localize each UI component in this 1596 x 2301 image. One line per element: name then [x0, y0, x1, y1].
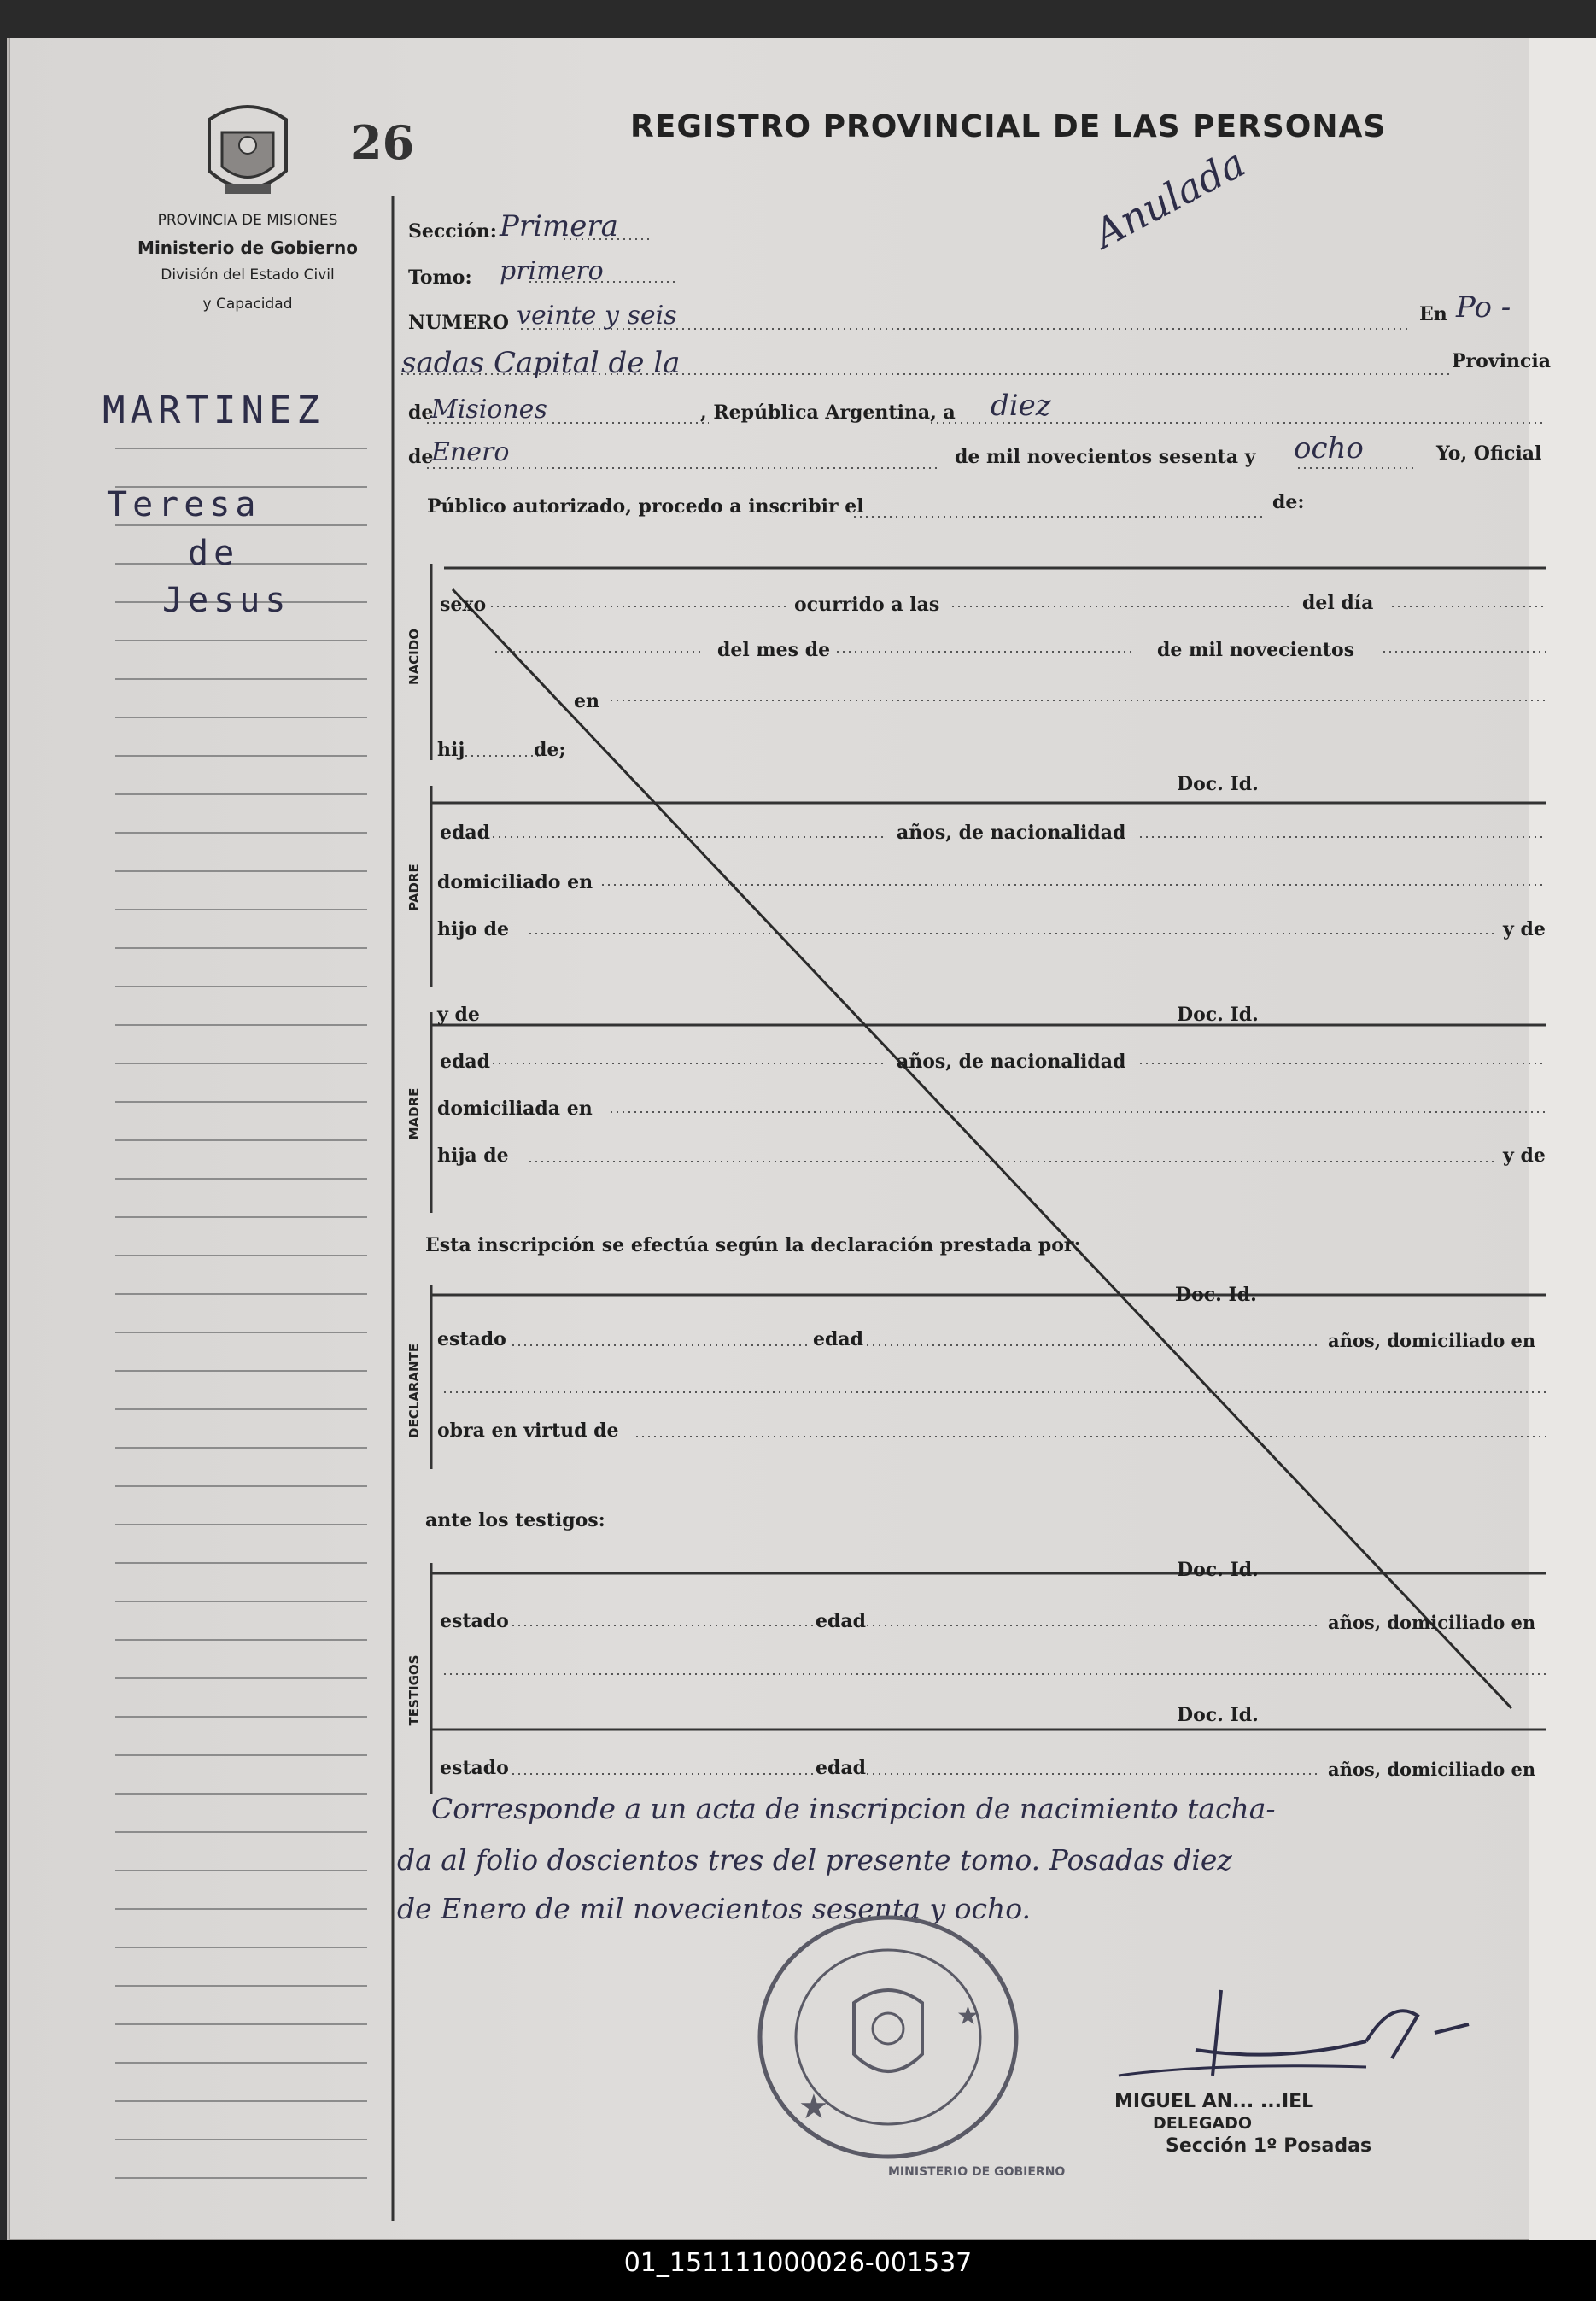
place-value: sadas Capital de la [401, 346, 681, 380]
madre-side-label: MADRE [406, 1087, 422, 1140]
declarante-obra-label: obra en virtud de [437, 1420, 619, 1442]
publico-label: Público autorizado, procedo a inscribir el [427, 495, 864, 518]
madre-nacionalidad-label: años, de nacionalidad [897, 1051, 1126, 1073]
note-line-1: Corresponde a un acta de inscripcion de nacimiento tacha- [431, 1792, 1276, 1825]
testigos-anos-2: años, domiciliado en [1328, 1759, 1536, 1780]
annulment-note: Anulada [1086, 139, 1253, 257]
tomo-label: Tomo: [408, 266, 472, 289]
capacity-name: y Capacidad [202, 296, 293, 313]
handwritten-signature [1110, 1982, 1486, 2084]
en-value: Po - [1456, 290, 1511, 325]
year-value: ocho [1294, 431, 1364, 465]
signatory-role: DELEGADO [1153, 2114, 1253, 2133]
margin-surname: MARTINEZ [102, 389, 324, 432]
registry-seal [751, 1909, 1033, 2174]
republica-label: , República Argentina, a [700, 401, 956, 424]
page-number: 26 [350, 115, 415, 170]
declarante-intro: Esta inscripción se efectúa según la declaración prestada por: [425, 1234, 1081, 1256]
del-dia-label: del día [1302, 592, 1374, 614]
testigos-estado-1: estado [440, 1610, 509, 1632]
del-mes-label: del mes de [717, 639, 831, 661]
testigos-anos-1: años, domiciliado en [1328, 1612, 1536, 1633]
ocurrido-label: ocurrido a las [794, 594, 940, 616]
testigos-edad-1: edad [816, 1610, 867, 1632]
note-line-2: da al folio doscientos tres del presente tomo. Posadas diez [397, 1843, 1232, 1877]
document-id: 01_151111000026-001537 [623, 2248, 973, 2278]
declarante-side-label: DECLARANTE [406, 1343, 422, 1438]
de-label-1: de [408, 401, 434, 424]
note-line-3: de Enero de mil novecientos sesenta y ocho. [397, 1892, 1031, 1925]
yo-label: Yo, Oficial [1436, 442, 1542, 465]
declarante-anos-label: años, domiciliado en [1328, 1330, 1536, 1351]
madre-hija-de-label: hija de [437, 1145, 509, 1167]
margin-given-2: de [188, 534, 240, 573]
seccion-label: Sección: [408, 220, 497, 243]
margin-given-3: Jesus [162, 581, 291, 620]
madre-edad-label: edad [440, 1051, 491, 1073]
padre-domiciliado-label: domiciliado en [437, 871, 593, 893]
provincia-label: Provincia [1452, 350, 1551, 372]
declarante-doc-id: Doc. Id. [1175, 1284, 1257, 1306]
numero-value: veinte y seis [517, 301, 677, 331]
testigos-estado-2: estado [440, 1757, 509, 1779]
tomo-value: primero [500, 256, 604, 286]
de-colon: de: [1272, 491, 1305, 513]
nacido-doc-id: Doc. Id. [1177, 773, 1259, 795]
svg-text:★: ★ [956, 2001, 979, 2031]
svg-text:★: ★ [798, 2087, 829, 2127]
madre-domiciliada-label: domiciliada en [437, 1098, 593, 1120]
month-value: Enero [431, 437, 510, 467]
province-name: PROVINCIA DE MISIONES [157, 212, 338, 229]
nacido-side-label: NACIDO [406, 629, 422, 685]
en-nacido-label: en [574, 690, 599, 712]
testigos-edad-2: edad [816, 1757, 867, 1779]
testigos-doc-id-2: Doc. Id. [1177, 1704, 1259, 1726]
de-label-2: de [408, 446, 434, 468]
ministry-name: Ministerio de Gobierno [137, 237, 358, 258]
seal-bottom-text: MINISTERIO DE GOBIERNO [888, 2165, 1066, 2179]
hij-label: hij [437, 739, 465, 761]
declarante-edad-label: edad [813, 1328, 864, 1350]
division-name: División del Estado Civil [161, 266, 335, 284]
signatory-name: MIGUEL AN... ...IEL [1114, 2091, 1314, 2112]
padre-edad-label: edad [440, 822, 491, 844]
de-hij-label: de; [534, 739, 566, 761]
madre-y-de-end: y de [1503, 1145, 1546, 1167]
padre-y-de-label: y de [1503, 918, 1546, 940]
seccion-value: Primera [500, 209, 618, 243]
padre-nacionalidad-label: años, de nacionalidad [897, 822, 1126, 844]
day-value: diez [991, 389, 1051, 423]
province-emblem-icon [201, 94, 295, 205]
signatory-section: Sección 1º Posadas [1166, 2135, 1372, 2157]
en-label: En [1419, 303, 1447, 325]
province-value: Misiones [431, 395, 547, 424]
sexo-label: sexo [440, 594, 487, 616]
testigos-doc-id-1: Doc. Id. [1177, 1559, 1259, 1581]
madre-y-de-label: y de [437, 1004, 480, 1026]
margin-given-1: Teresa [107, 485, 261, 524]
de-mil-label: de mil novecientos [1157, 639, 1355, 661]
declarante-estado-label: estado [437, 1328, 506, 1350]
testigos-intro: ante los testigos: [425, 1509, 605, 1531]
page-title: REGISTRO PROVINCIAL DE LAS PERSONAS [630, 109, 1387, 144]
padre-side-label: PADRE [406, 864, 422, 911]
numero-label: NUMERO [408, 312, 509, 334]
year-label: de mil novecientos sesenta y [955, 446, 1256, 468]
testigos-side-label: TESTIGOS [406, 1654, 422, 1726]
padre-hijo-de-label: hijo de [437, 918, 510, 940]
madre-doc-id: Doc. Id. [1177, 1004, 1259, 1026]
